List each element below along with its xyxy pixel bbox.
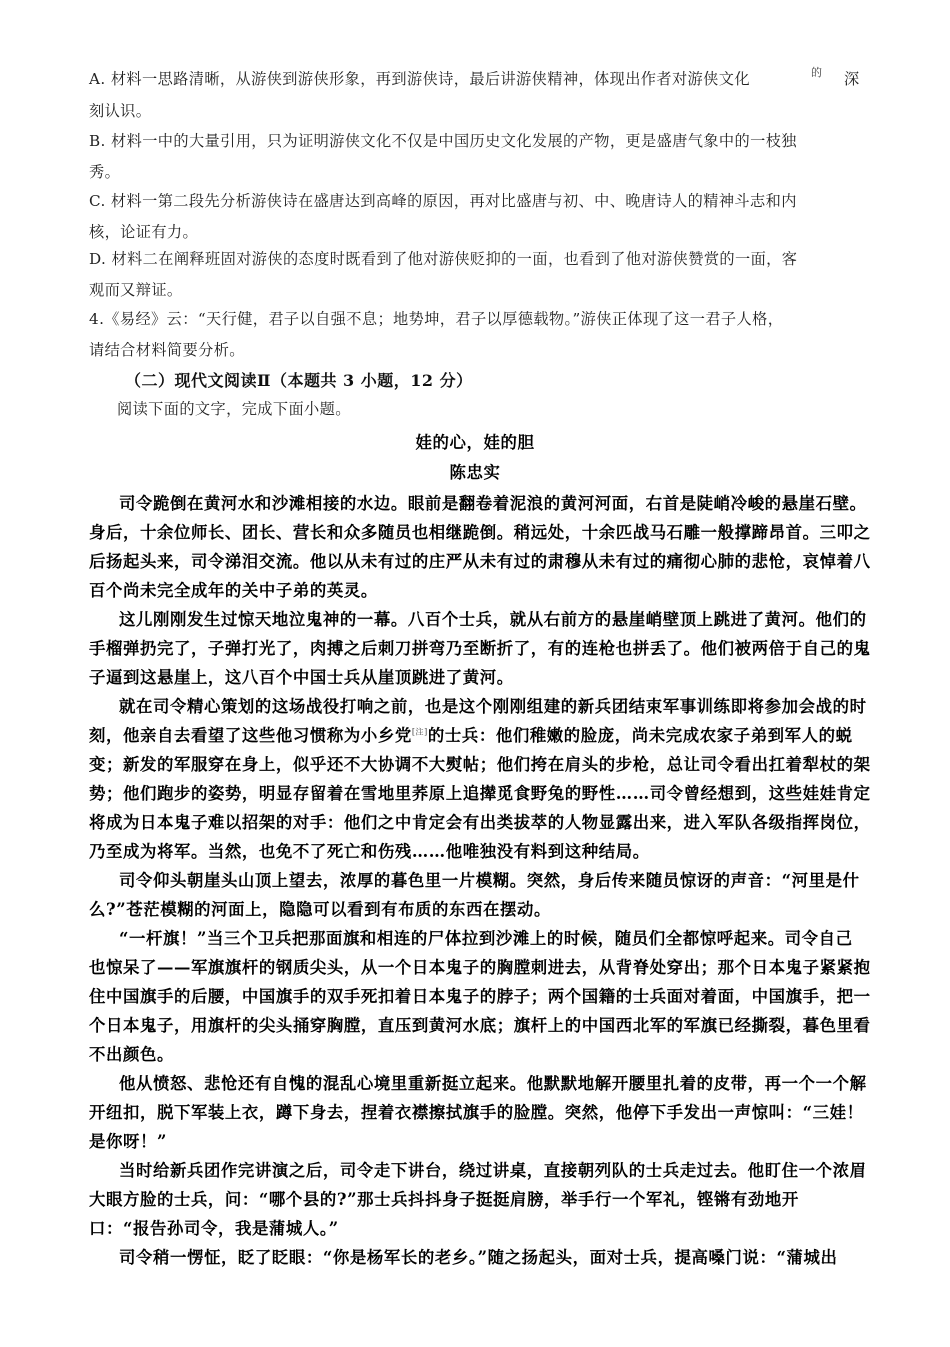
paragraph-line: 乃至成为将军。当然，也免不了死亡和伤残……他唯独没有料到这种结局。 xyxy=(89,842,650,861)
option-c-line2: 核，论证有力。 xyxy=(89,223,199,241)
paragraph-line xyxy=(89,722,853,746)
option-a-line1: A. 材料一思路清晰，从游侠到游侠形象，再到游侠诗，最后讲游侠精神，体现出作者对游侠文化 xyxy=(89,70,750,88)
question-4-line1: 4.《易经》云：“天行健，君子以自强不息；地势坤，君子以厚德载物。”游侠正体现了这一君子人格， xyxy=(89,310,784,328)
footnote-marker[interactable]: [注] xyxy=(411,727,428,737)
option-c-line1: C. 材料一第二段先分析游侠诗在盛唐达到高峰的原因，再对比盛唐与初、中、晚唐诗人的精神斗志和内 xyxy=(89,192,797,210)
paragraph-line: 也惊呆了——军旗旗杆的钢质尖头，从一个日本鬼子的胸膛刺进去，从背脊处穿出；那个日本鬼子紧紧抱 xyxy=(89,958,871,977)
paragraph-line: 将成为日本鬼子难以招架的对手：他们之中肯定会有出类拔萃的人物显露出来，进入军队各级指挥岗位， xyxy=(89,813,871,832)
paragraph-line: 百个尚未完全成年的关中子弟的英灵。 xyxy=(89,581,378,600)
paragraph-line-part: 刻，他亲自去看望了这些他习惯称为小乡党 xyxy=(89,726,412,745)
paragraph-line: 势；他们跑步的姿势，明显存留着在雪地里荞原上追撵觅食野兔的野性……司令曾经想到，这些娃娃肯定 xyxy=(89,784,871,803)
paragraph-line: 手榴弹扔完了，子弹打光了，肉搏之后刺刀拼弯乃至断折了，有的连枪也拼丢了。他们被两倍于自己的鬼 xyxy=(89,639,871,658)
paragraph-line: 身后，十余位师长、团长、营长和众多随员也相继跪倒。稍远处，十余匹战马石雕一般撑蹄昂首。三叩之 xyxy=(89,523,871,542)
paragraph-line: 变；新发的军服穿在身上，似乎还不大协调不大熨帖；他们挎在肩头的步枪，总让司令看出扛着犁杖的架 xyxy=(89,755,871,774)
option-d-line2: 观而又辩证。 xyxy=(89,281,183,299)
question-4-line2: 请结合材料简要分析。 xyxy=(89,341,245,359)
paragraph-line: 大眼方脸的士兵，问：“哪个县的?”那士兵抖抖身子挺挺肩膀，举手行一个军礼，铿锵有劲地开 xyxy=(89,1190,799,1209)
paragraph-line-part: 的士兵：他们稚嫩的脸庞，尚未完成农家子弟到军人的蜕 xyxy=(427,726,853,745)
paragraph-line: 个日本鬼子，用旗杆的尖头捅穿胸膛，直压到黄河水底；旗杆上的中国西北军的军旗已经撕裂，暮色里看 xyxy=(89,1016,871,1035)
paragraph-line: 司令跪倒在黄河水和沙滩相接的水边。眼前是翻卷着泥浪的黄河河面，右首是陡峭冷峻的悬崖石壁。 xyxy=(119,494,867,513)
article-title: 娃的心，娃的胆 xyxy=(415,433,535,452)
paragraph-line: 开纽扣，脱下军装上衣，蹲下身去，捏着衣襟擦拭旗手的脸膛。突然，他停下手发出一声惊叫：“三娃！ xyxy=(89,1103,864,1122)
paragraph-line: 司令稍一愣怔，眨了眨眼：“你是杨军长的老乡。”随之扬起头，面对士兵，提高嗓门说：“蒲城出 xyxy=(119,1248,838,1267)
paragraph-line: 住中国旗手的后腰，中国旗手的双手死扣着日本鬼子的脖子；两个国籍的士兵面对着面，中国旗手，把一 xyxy=(89,987,871,1006)
option-d-line1: D. 材料二在阐释班固对游侠的态度时既看到了他对游侠贬抑的一面，也看到了他对游侠赞赏的一面，客 xyxy=(89,250,798,268)
option-a-line2: 刻认识。 xyxy=(89,102,152,120)
option-b-line2: 秀。 xyxy=(89,163,121,181)
section-heading: （二）现代文阅读Ⅱ（本题共 3 小题，12 分） xyxy=(125,371,473,390)
paragraph-line: 这儿刚刚发生过惊天地泣鬼神的一幕。八百个士兵，就从右前方的悬崖峭壁顶上跳进了黄河。他们的 xyxy=(119,610,867,629)
paragraph-line: 当时给新兵团作完讲演之后，司令走下讲台，绕过讲桌，直接朝列队的士兵走过去。他盯住一个浓眉 xyxy=(119,1161,867,1180)
paragraph-line: 他从愤怒、悲怆还有自愧的混乱心境里重新挺立起来。他默默地解开腰里扎着的皮带，再一个一个解 xyxy=(119,1074,867,1093)
paragraph-line: 就在司令精心策划的这场战役打响之前，也是这个刚刚组建的新兵团结束军事训练即将参加会战的时 xyxy=(119,697,867,716)
section-instruction: 阅读下面的文字，完成下面小题。 xyxy=(117,400,351,418)
paragraph-line: 司令仰头朝崖头山顶上望去，浓厚的暮色里一片模糊。突然，身后传来随员惊讶的声音：“河里是什 xyxy=(119,871,860,890)
paragraph-line: 么?”苍茫模糊的河面上，隐隐可以看到有布质的东西在摆动。 xyxy=(89,900,551,919)
paragraph-line: 是你呀！” xyxy=(89,1132,167,1151)
paragraph-line: 不出颜色。 xyxy=(89,1045,174,1064)
option-a-floating-char: 的 xyxy=(811,66,822,79)
paragraph-line: “一杆旗！”当三个卫兵把那面旗和相连的尸体拉到沙滩上的时候，随员们全都惊呼起来。司令自己 xyxy=(119,929,853,948)
paragraph-line: 后扬起头来，司令涕泪交流。他以从未有过的庄严从未有过的肃穆从未有过的痛彻心肺的悲怆，哀悼着八 xyxy=(89,552,871,571)
option-a-tail: 深 xyxy=(844,70,860,88)
article-author: 陈忠实 xyxy=(449,463,501,482)
option-b-line1: B. 材料一中的大量引用，只为证明游侠文化不仅是中国历史文化发展的产物，更是盛唐气象中的一枝独 xyxy=(89,132,797,150)
paragraph-line: 口：“报告孙司令，我是蒲城人。” xyxy=(89,1219,339,1238)
paragraph-line: 子逼到这悬崖上，这八百个中国士兵从崖顶跳进了黄河。 xyxy=(89,668,514,687)
